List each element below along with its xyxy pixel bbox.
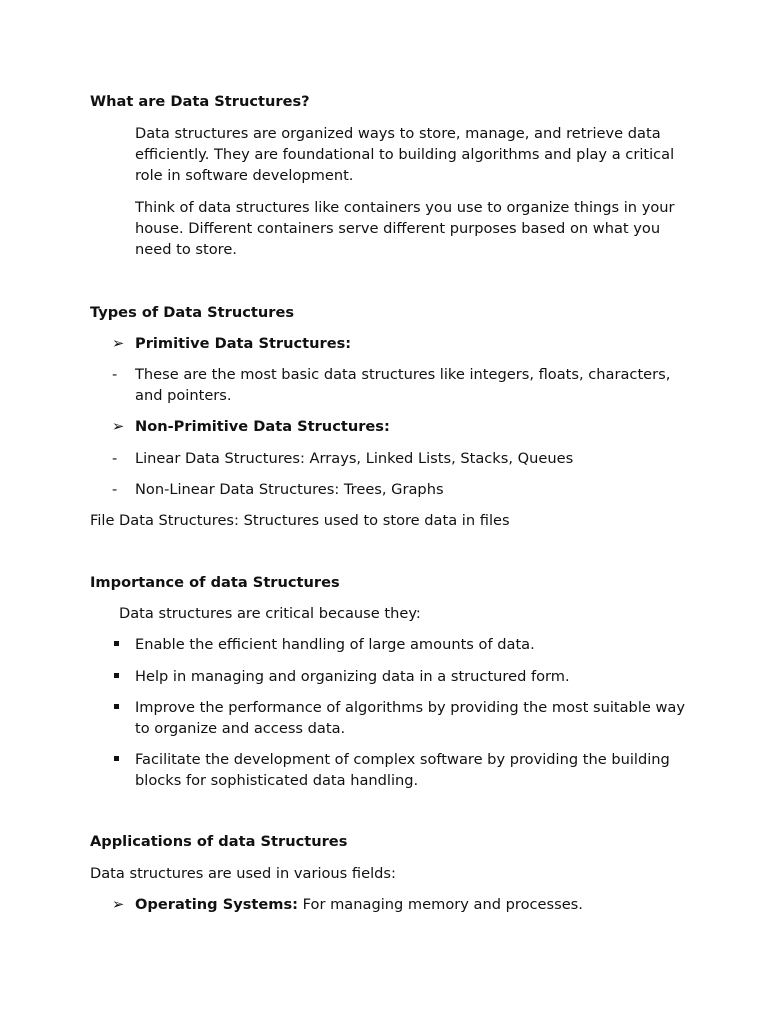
list-item-linear	[0, 448, 768, 469]
file-structures: File Data Structures: Structures used to store data in files	[90, 512, 510, 529]
importance-item: Improve the performance of algorithms by providing the most suitable way to organize and access data.	[135, 699, 686, 737]
nonprimitive-heading: Non-Primitive Data Structures:	[135, 418, 390, 435]
nonlinear-structures: Non-Linear Data Structures: Trees, Graphs	[135, 481, 444, 498]
square-bullet-icon	[112, 634, 130, 655]
paragraph-definition: Data structures are organized ways to store, manage, and retrieve data efficiently. They are foundational to building algorithms and play a critical role in software development.	[135, 125, 675, 184]
list-item-operating-systems	[0, 894, 768, 915]
dash-bullet-icon: -	[112, 481, 118, 498]
primitive-heading: Primitive Data Structures:	[135, 335, 352, 352]
arrow-bullet-icon: ➢	[112, 418, 125, 435]
square-bullet-icon	[112, 697, 130, 718]
list-item-nonprimitive	[0, 416, 768, 437]
section-heading-applications: Applications of data Structures	[90, 833, 348, 850]
list-item	[0, 697, 768, 739]
section-heading-types: Types of Data Structures	[90, 304, 295, 321]
square-bullet-icon	[112, 749, 130, 770]
section-heading-what-are-data-structures: What are Data Structures?	[90, 93, 310, 110]
arrow-bullet-icon: ➢	[112, 335, 125, 352]
list-item-primitive	[0, 333, 768, 354]
application-text: For managing memory and processes.	[298, 896, 583, 913]
primitive-description: These are the most basic data structures like integers, floats, characters, and pointers.	[135, 366, 671, 404]
applications-intro: Data structures are used in various fields:	[90, 865, 396, 882]
list-item	[0, 749, 768, 791]
dash-bullet-icon: -	[112, 450, 118, 467]
paragraph-analogy: Think of data structures like containers you use to organize things in your house. Different containers serve different purposes based on what you need to store.	[135, 199, 675, 258]
importance-intro: Data structures are critical because they:	[119, 605, 421, 622]
square-bullet-icon	[112, 666, 130, 687]
section-heading-importance: Importance of data Structures	[90, 574, 340, 591]
importance-item: Enable the efficient handling of large amounts of data.	[135, 636, 535, 653]
dash-bullet-icon: -	[112, 366, 118, 383]
arrow-bullet-icon: ➢	[112, 896, 125, 913]
application-label: Operating Systems:	[135, 896, 299, 913]
list-item-nonlinear	[0, 479, 768, 500]
list-item	[0, 634, 768, 655]
linear-structures: Linear Data Structures: Arrays, Linked Lists, Stacks, Queues	[135, 450, 574, 467]
list-item-primitive-desc	[0, 364, 768, 406]
list-item	[0, 666, 768, 687]
importance-item: Help in managing and organizing data in a structured form.	[135, 668, 570, 685]
importance-item: Facilitate the development of complex software by providing the building blocks for sophisticated data handling.	[135, 751, 670, 789]
application-item	[135, 894, 695, 915]
